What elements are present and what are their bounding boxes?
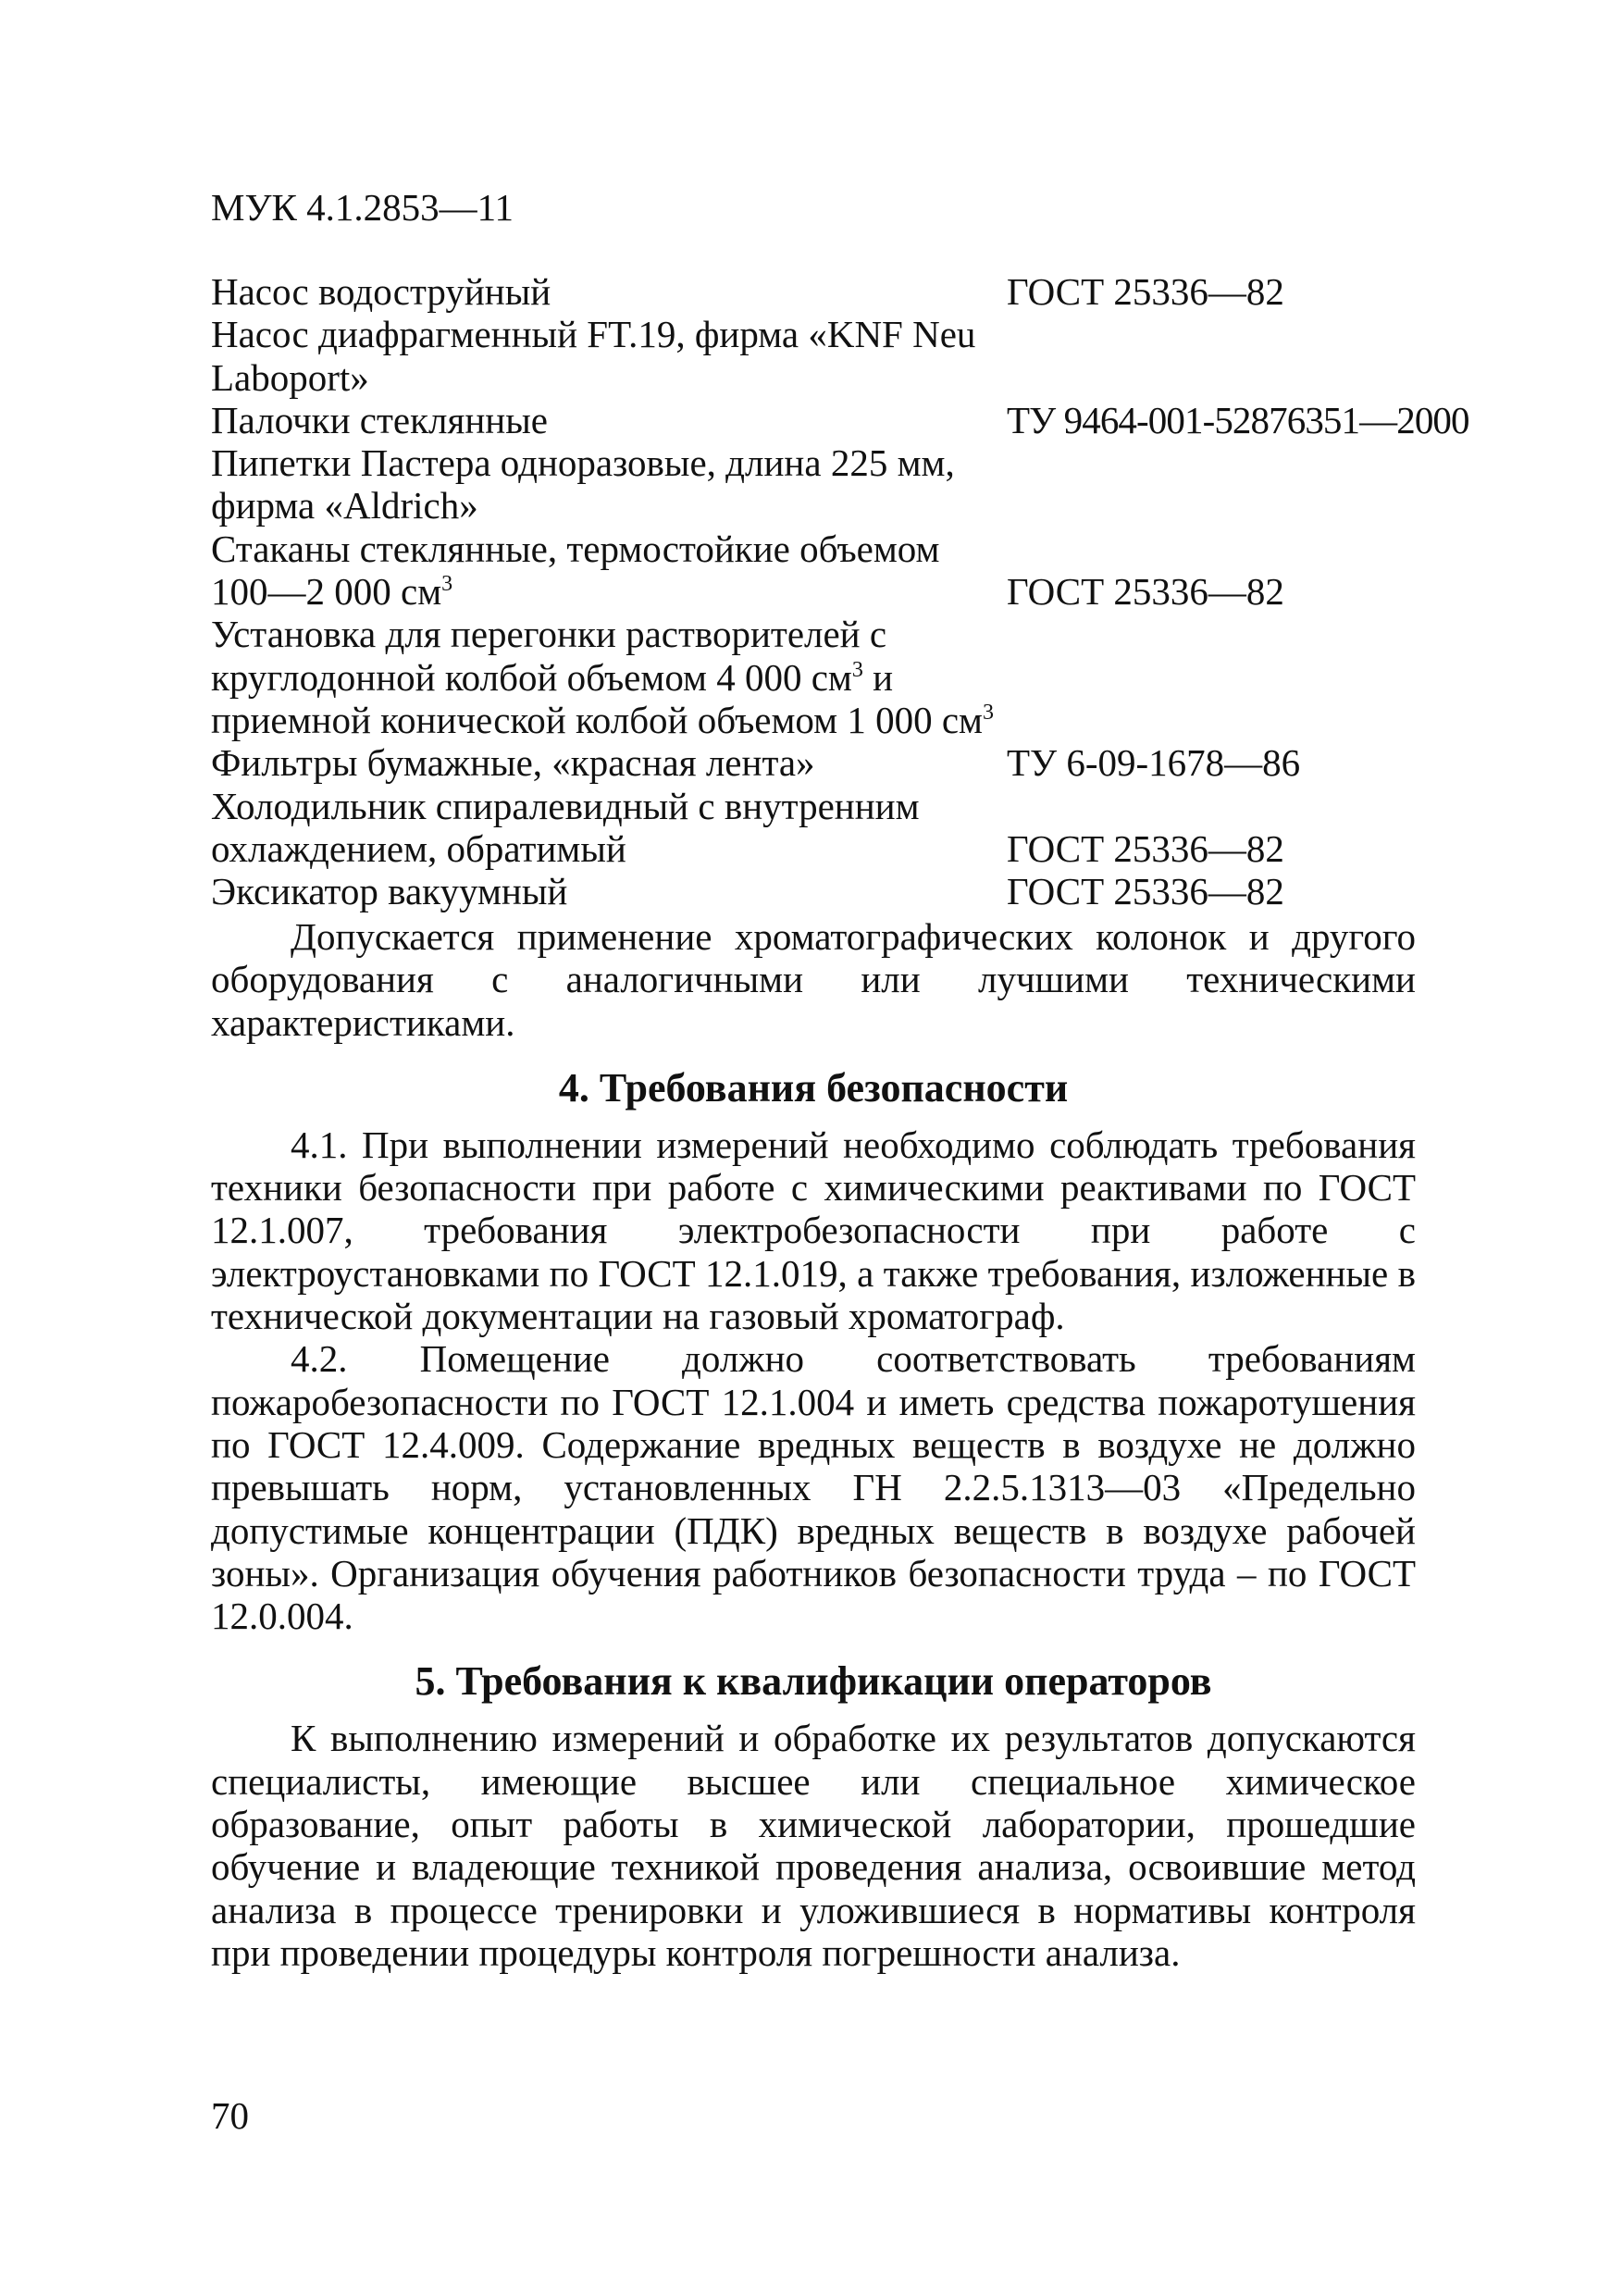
equipment-row (211, 656, 1469, 699)
equipment-name-text: Насос диафрагменный FT.19, фирма «KNF Neu (211, 313, 976, 356)
equipment-name (211, 527, 1007, 614)
equipment-name (211, 613, 1007, 655)
equipment-row (211, 613, 1469, 655)
equipment-name-line (211, 785, 1007, 827)
equipment-standard: ГОСТ 25336—82 (1007, 826, 1284, 870)
equipment-name (211, 270, 1007, 313)
equipment-name (211, 313, 1007, 399)
equipment-row (211, 399, 1469, 441)
equipment-standard: ГОСТ 25336—82 (1007, 270, 1284, 313)
equipment-row (211, 741, 1469, 784)
equipment-name-text: Стаканы стеклянные, термостойкие объемом (211, 527, 940, 570)
equipment-row (211, 870, 1469, 912)
equipment-row (211, 527, 1469, 614)
body-text (211, 915, 1416, 1974)
equipment-name (211, 785, 1007, 871)
equipment-name-text: Эксикатор вакуумный (211, 870, 568, 913)
equipment-name-text: охлаждением, обратимый (211, 826, 626, 870)
superscript: 3 (851, 657, 863, 682)
equipment-name-text: Фильтры бумажные, «красная лента» (211, 741, 815, 785)
equipment-name (211, 399, 1007, 441)
equipment-name-text: Палочки стеклянные (211, 398, 548, 441)
equipment-name-text: приемной конической колбой объемом 1 000 см (211, 698, 983, 741)
document-code: МУК 4.1.2853—11 (211, 186, 514, 229)
equipment-name-text: Пипетки Пастера одноразовые, длина 225 мм, (211, 441, 955, 485)
equipment-row (211, 313, 1469, 399)
equipment-name-line (211, 570, 1007, 613)
superscript: 3 (983, 700, 994, 725)
equipment-row (211, 699, 1469, 741)
equipment-standard: ТУ 6-09-1678—86 (1007, 741, 1301, 785)
equipment-name (211, 699, 1007, 741)
equipment-standard: ГОСТ 25336—82 (1007, 570, 1284, 614)
equipment-name-line (211, 870, 1007, 912)
equipment-name-line (211, 356, 1007, 399)
page-number: 70 (211, 2094, 249, 2137)
equipment-name-text: Laboport» (211, 355, 369, 399)
section-4-title: 4. Требования безопасности (558, 1064, 1069, 1111)
equipment-name-line (211, 484, 1007, 527)
equipment-name-line (211, 441, 1007, 484)
equipment-name (211, 441, 1007, 527)
equipment-name-line (211, 399, 1007, 441)
section-5-paragraph-1: К выполнению измерений и обработке их результатов допускаются специалисты, имеющие высшее или специальное химическое образование, опыт работы в химической лаборатории, прошедшие обучение и владеющие техникой проведения анализа, освоившие метод анализа в процессе тренировки и уложившиеся в нормативы контроля при проведении процедуры контроля погрешности анализа. (211, 1717, 1416, 1974)
section-5-title: 5. Требования к квалификации операторов (415, 1658, 1212, 1705)
equipment-name-suffix: и (862, 655, 894, 699)
equipment-name-text: 100—2 000 см (211, 570, 442, 614)
equipment-list (211, 270, 1469, 912)
equipment-row (211, 270, 1469, 313)
equipment-name-line (211, 741, 1007, 784)
equipment-name-text: Насос водоструйный (211, 270, 551, 313)
equipment-name (211, 656, 1007, 699)
equipment-name-text: фирма «Aldrich» (211, 484, 478, 527)
equipment-name-line (211, 527, 1007, 570)
equipment-row (211, 441, 1469, 527)
superscript: 3 (441, 572, 453, 597)
section-4-paragraph-2: 4.2. Помещение должно соответствовать требованиям пожаробезопасности по ГОСТ 12.1.004 и иметь средства пожаротушения по ГОСТ 12.4.009. Содержание вредных веществ в воздухе не должно превышать норм, установленных ГН 2.2.5.1313—03 «Предельно допустимые концентрации (ПДК) вредных веществ в воздухе рабочей зоны». Организация обучения работников безопасности труда – по ГОСТ 12.0.004. (211, 1337, 1416, 1638)
equipment-name-line (211, 699, 1007, 741)
equipment-name-text: Холодильник спиралевидный с внутренним (211, 784, 920, 827)
equipment-name-line (211, 656, 1007, 699)
equipment-standard: ТУ 9464-001-52876351—2000 (1007, 398, 1469, 441)
equipment-name-text: Установка для перегонки растворителей с (211, 613, 887, 656)
equipment-name-text: круглодонной колбой объемом 4 000 см (211, 655, 852, 699)
equipment-row (211, 785, 1469, 871)
equipment-name (211, 741, 1007, 784)
section-4-paragraph-1: 4.1. При выполнении измерений необходимо соблюдать требования техники безопасности при работе с химическими реактивами по ГОСТ 12.1.007, требования электробезопасности при работе с электроустановками по ГОСТ 12.1.019, а также требования, изложенные в технической документации на газовый хроматограф. (211, 1123, 1416, 1338)
equipment-name-line (211, 827, 1007, 870)
equipment-standard: ГОСТ 25336—82 (1007, 870, 1284, 913)
equipment-name-line (211, 270, 1007, 313)
equipment-note: Допускается применение хроматографических колонок и другого оборудования с аналогичными или лучшими техническими характеристиками. (211, 915, 1416, 1044)
equipment-name-line (211, 313, 1007, 355)
equipment-name (211, 870, 1007, 912)
equipment-name-line (211, 613, 1007, 655)
